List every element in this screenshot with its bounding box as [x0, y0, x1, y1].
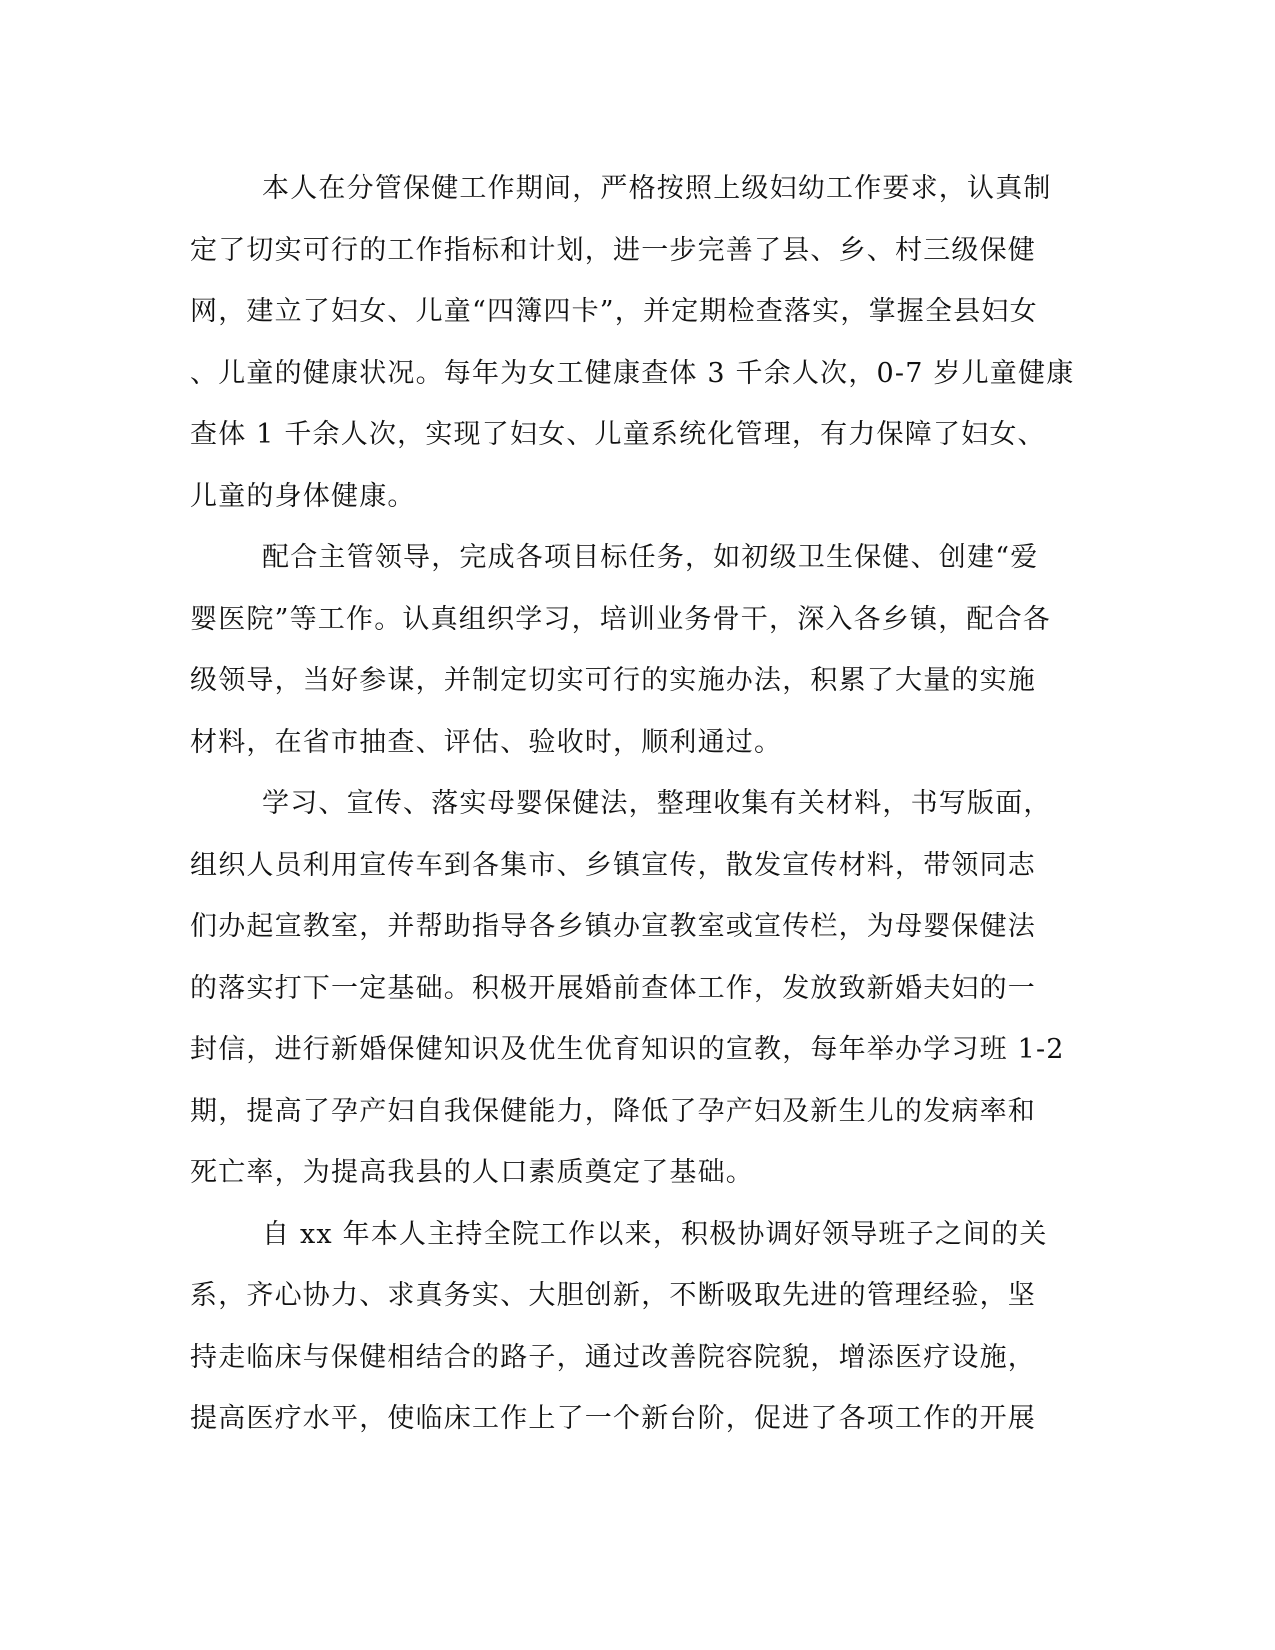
- paragraph-3-line-3: 们办起宣教室，并帮助指导各乡镇办宣教室或宣传栏，为母婴保健法: [190, 911, 1036, 942]
- paragraph-1-line-6: 儿童的身体健康。: [190, 480, 416, 512]
- paragraph-2-line-2: 婴医院”等工作。认真组织学习，培训业务骨干，深入各乡镇，配合各: [190, 603, 1052, 635]
- paragraph-3-line-7: 死亡率，为提高我县的人口素质奠定了基础。: [190, 1157, 754, 1188]
- paragraph-4-line-2: 系，齐心协力、求真务实、大胆创新，不断吸取先进的管理经验，坚: [190, 1280, 1036, 1311]
- paragraph-4-line-1: 自 xx 年本人主持全院工作以来，积极协调好领导班子之间的关: [262, 1218, 1048, 1250]
- paragraph-3-line-5: 封信，进行新婚保健知识及优生优育知识的宣教，每年举办学习班 1-2: [190, 1034, 1065, 1065]
- paragraph-3-line-2: 组织人员利用宣传车到各集市、乡镇宣传，散发宣传材料，带领同志: [190, 849, 1036, 881]
- paragraph-4-line-3: 持走临床与保健相结合的路子，通过改善院容院貌，增添医疗设施，: [190, 1341, 1036, 1373]
- paragraph-3-line-1: 学习、宣传、落实母婴保健法，整理收集有关材料，书写版面，: [262, 788, 1052, 819]
- paragraph-1-line-2: 定了切实可行的工作指标和计划，进一步完善了县、乡、村三级保健: [190, 234, 1036, 266]
- paragraph-2-line-3: 级领导，当好参谋，并制定切实可行的实施办法，积累了大量的实施: [190, 665, 1036, 696]
- paragraph-1-line-3: 网，建立了妇女、儿童“四簿四卡”，并定期检查落实，掌握全县妇女: [190, 296, 1038, 327]
- paragraph-2-line-4: 材料，在省市抽查、评估、验收时，顺利通过。: [190, 726, 783, 758]
- body-text: [190, 158, 1080, 1450]
- paragraph-3-line-6: 期，提高了孕产妇自我保健能力，降低了孕产妇及新生儿的发病率和: [190, 1095, 1036, 1127]
- paragraph-3-line-4: 的落实打下一定基础。积极开展婚前查体工作，发放致新婚夫妇的一: [190, 972, 1036, 1004]
- paragraph-4-line-4: 提高医疗水平，使临床工作上了一个新台阶，促进了各项工作的开展: [190, 1403, 1036, 1434]
- paragraph-1-line-4: 、儿童的健康状况。每年为女工健康查体 3 千余人次，0-7 岁儿童健康: [190, 357, 1075, 389]
- paragraph-1-line-5: 查体 1 千余人次，实现了妇女、儿童系统化管理，有力保障了妇女、: [190, 419, 1046, 450]
- paragraph-2-line-1: 配合主管领导，完成各项目标任务，如初级卫生保健、创建“爱: [262, 542, 1039, 573]
- paragraph-1-line-1: 本人在分管保健工作期间，严格按照上级妇幼工作要求，认真制: [262, 173, 1052, 204]
